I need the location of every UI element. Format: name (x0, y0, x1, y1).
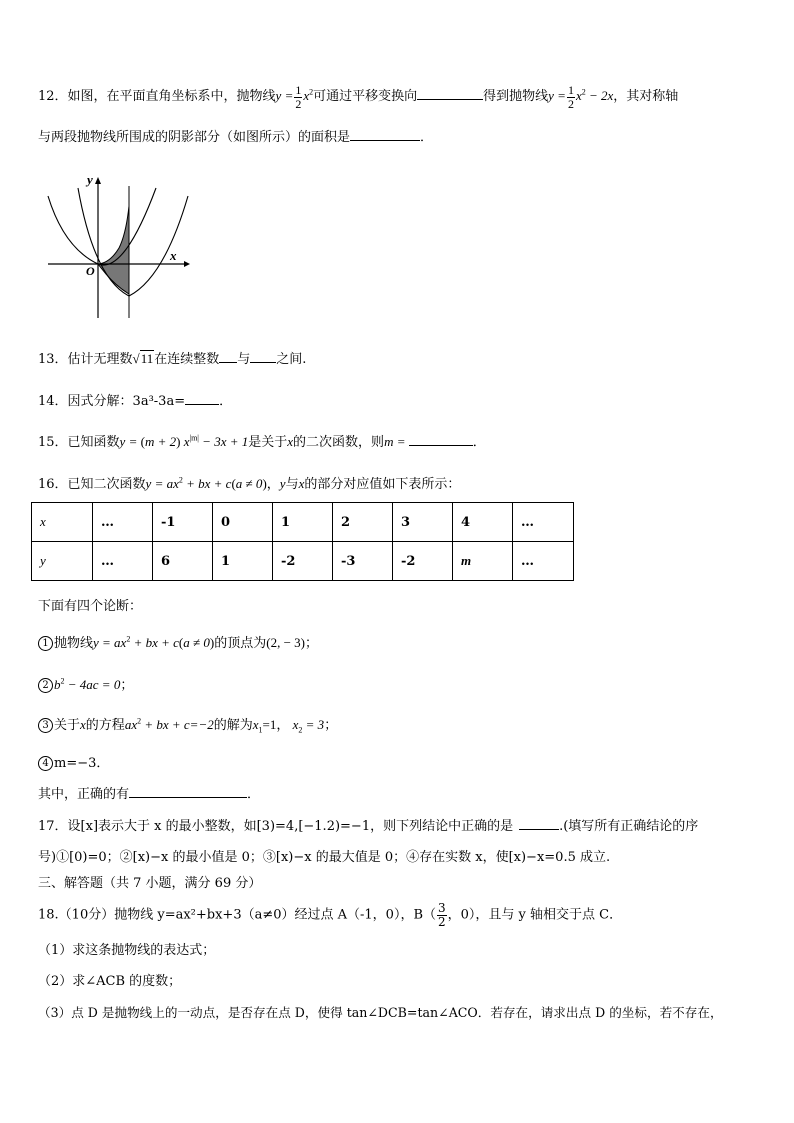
q16-s3-a: 关于 (54, 718, 81, 733)
q16-blank[interactable] (129, 784, 247, 798)
q13-sqrt: √11 (132, 351, 154, 366)
table-cell: -3 (333, 542, 393, 581)
parabola-2 (78, 188, 188, 296)
q18-part-3: （3）点 D 是抛物线上的一动点，是否存在点 D，使得 tan∠DCB=tan∠ACO．若存在，请求出点 D 的坐标，若不存在， (38, 1005, 723, 1020)
q12-text-5: 与两段抛物线所围成的阴影部分（如图所示）的面积是 (38, 130, 351, 145)
q15-line (38, 431, 486, 450)
table-cell: m (453, 542, 513, 581)
circled-1: 1 (38, 636, 53, 651)
table-cell: 6 (153, 542, 213, 581)
table-cell: 1 (273, 503, 333, 542)
q16-s1-vertex: (2, − 3) (266, 635, 306, 650)
q16-statement-3 (38, 714, 337, 735)
origin-label: O (86, 264, 95, 278)
table-cell: 0 (213, 503, 273, 542)
y-label: y (87, 172, 93, 187)
circled-2: 2 (38, 678, 53, 693)
q12-blank-2[interactable] (350, 127, 420, 141)
table-cell: 4 (453, 503, 513, 542)
table-cell: -2 (273, 542, 333, 581)
y-axis-arrow (95, 177, 101, 184)
q18-frac-num: 3 (438, 901, 446, 915)
table-cell: y (32, 542, 93, 581)
q18-head-b: ，0），且与 y 轴相交于点 C． (447, 907, 623, 923)
q17-text-2: .(填写所有正确结论的序 (559, 819, 699, 834)
q17-line2: 号)①[0)=0；②[x)−x 的最小值是 0；③[x)−x 的最大值是 0；④存在实数 x，使[x)−x=0.5 成立. (38, 850, 611, 865)
table-cell: 2 (333, 503, 393, 542)
q16-s3-b: 的方程 (85, 718, 125, 733)
x-axis-arrow (184, 261, 190, 267)
table-cell: 1 (213, 542, 273, 581)
q16-s1-formula: $y = ax^2$ + bx + c(a ≠ 0) (93, 634, 215, 650)
q12-end: ． (420, 130, 434, 145)
q16-intro: 下面有四个论断： (38, 599, 143, 614)
section-3-title: 三、解答题（共 7 小题，满分 69 分） (38, 876, 262, 891)
q14-line (38, 390, 232, 409)
q16-s3-d: ； (324, 718, 338, 733)
q15-text-2: 是关于 (248, 435, 288, 450)
q16-answer-end: ． (247, 787, 261, 802)
table-cell: x (32, 503, 93, 542)
q17-blank[interactable] (519, 816, 559, 830)
table-cell: 3 (393, 503, 453, 542)
q16-text-3: 与 (285, 477, 299, 492)
q16-s3-var-x: x (80, 717, 86, 732)
table-cell: … (93, 503, 153, 542)
table-cell: -2 (393, 542, 453, 581)
table-row-x (32, 503, 574, 542)
q16-var-y: y (279, 476, 286, 491)
q13-line (38, 348, 306, 367)
table-cell: … (93, 542, 153, 581)
q16-s4: m=−3． (54, 756, 110, 771)
q18-fraction (437, 902, 447, 928)
q18-head (38, 902, 622, 928)
q18-head-a: 18.（10分）抛物线 y=ax²+bx+3（a≠0）经过点 A（-1，0），B（ (38, 907, 437, 923)
q16-formula: $y = ax^2$ + bx + c(a ≠ 0) (145, 475, 267, 491)
circled-3: 3 (38, 718, 53, 733)
circled-4: 4 (38, 756, 53, 771)
q15-blank[interactable] (409, 432, 473, 446)
q18-part-2: （2）求∠ACB 的度数； (38, 974, 182, 989)
value-table (31, 502, 574, 581)
q17-line1 (38, 815, 698, 834)
q18-frac-den: 2 (438, 914, 446, 929)
table-cell: … (513, 542, 574, 581)
q16-s3-roots: $x_1=1$， $x_2 = 3$ (252, 717, 325, 735)
q16-answer: 其中，正确的有 (38, 787, 130, 802)
table-row-y (32, 542, 574, 581)
q16-statement-2 (38, 674, 133, 693)
shaded-region (98, 206, 129, 294)
q13-text-1: 13．估计无理数 (38, 352, 133, 367)
q16-s3-formula: $ax^2$ + bx + c=−2 (124, 716, 214, 732)
q16-s1-c: ； (305, 636, 319, 651)
q15-var-x: x (287, 434, 294, 449)
q17-text-1: 17．设[x]表示大于 x 的最小整数，如[3)=4,[−1.2)=−1，则下列结论中正确的是 (38, 819, 514, 834)
q16-s1-a: 抛物线 (54, 636, 94, 651)
q16-answer-line (38, 783, 260, 802)
q13-text-4: 之间. (276, 352, 307, 367)
q16-text-4: 的部分对应值如下表所示： (304, 477, 461, 492)
q16-s2-formula: $b^2 - 4ac = 0$ (54, 676, 121, 692)
q12-line2 (38, 126, 433, 145)
q13-blank-1[interactable] (219, 349, 237, 363)
q13-blank-2[interactable] (250, 349, 276, 363)
q12-line1 (38, 84, 678, 110)
q16-var-x: x (298, 476, 305, 491)
q12-formula-1: y = $\frac{1}{2}$ $x^2$ (275, 83, 314, 111)
q12-blank-1[interactable] (417, 86, 483, 100)
q15-text-1: 15．已知函数 (38, 435, 120, 450)
q13-text-2: 在连续整数 (154, 352, 220, 367)
parabola-1 (48, 188, 156, 265)
q12-text-4: ，其对称轴 (613, 89, 679, 105)
q15-end: ． (472, 435, 486, 450)
q12-text-2: 可通过平移变换向 (313, 89, 418, 105)
q16-text-1: 16．已知二次函数 (38, 477, 146, 492)
table-cell: -1 (153, 503, 213, 542)
q16-s3-c: 的解为 (213, 718, 253, 733)
q15-text-3: 的二次函数，则 (293, 435, 385, 450)
q12-text-3: 得到抛物线 (483, 89, 549, 105)
q15-var-m: m = (384, 434, 409, 449)
q16-text-2: ， (266, 477, 280, 492)
q13-radicand: 11 (140, 351, 154, 366)
q16-s2-end: ； (120, 678, 134, 693)
q14-blank[interactable] (185, 391, 219, 405)
q16-line (38, 473, 460, 492)
q16-statement-1 (38, 632, 318, 651)
q16-s1-b: 的顶点为 (214, 636, 267, 651)
q16-statement-4 (38, 752, 109, 771)
q13-text-3: 与 (237, 352, 251, 367)
q12-parabola-graph (44, 168, 194, 320)
q12-text-1: 12．如图，在平面直角坐标系中，抛物线 (38, 89, 276, 105)
q15-formula: y = (m + 2) $x^{|m|} - 3x + 1$ (119, 433, 249, 449)
q14-text: 14．因式分解：3a³-3a= (38, 394, 186, 409)
q12-formula-2: y = $\frac{1}{2}$ $x^2 - 2x$ (548, 83, 614, 111)
table-cell: … (513, 503, 574, 542)
q18-part-1: （1）求这条抛物线的表达式； (38, 943, 216, 958)
x-label: x (170, 248, 177, 263)
q14-end: ． (219, 394, 233, 409)
